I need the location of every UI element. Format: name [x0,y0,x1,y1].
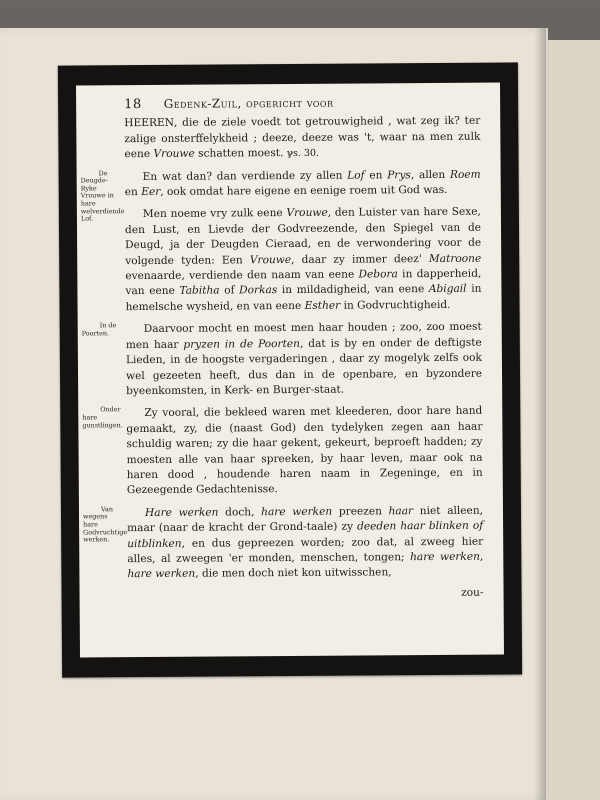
text-run: , [479,550,484,563]
text-run: preezen [332,505,389,518]
text-run: , den Luister van hare Sexe, den Lust, en Lievde der Godvreezende, den Spiegel van de Deugd, ja der Deugden Cieraad, en de verwondering voor de volgende tyden: Een [124,206,482,267]
italic-text: haar [388,504,414,518]
italic-text: Abigail [428,283,467,296]
text-run: in hemelsche wysheid, en van eene [125,283,482,314]
margin-note: De Deugde-Ryke Vrouwe in hare welverdiende Lof. [80,168,125,223]
italic-text: Lof [347,169,365,182]
italic-text: Vrouwe [153,147,195,161]
running-title: Gedenk-Zuil, opgericht voor [163,95,334,111]
margin-note: In de Poorten. [81,321,117,338]
italic-text: deeden haar blinken of uitblinken [127,519,484,550]
text-run: of [219,284,240,297]
page-text-area [76,83,504,658]
text-run: , die men doch niet kon uitwisschen, [195,566,392,581]
page-number: 18 [124,97,142,113]
facing-page [540,40,600,800]
paragraph [82,404,483,499]
small-caps-text: HEEREN [124,117,175,130]
italic-text: hare werken [410,550,480,564]
italic-text: Vrouwe [286,207,328,220]
text-run: in mildadigheid, van eene [277,283,429,297]
italic-text: Dorkas [239,284,278,297]
spine-shadow [534,28,546,800]
paragraph [125,205,482,315]
catchword: zou- [461,586,484,599]
text-run: , ook omdat hare eigene en eenige roem uit God was. [160,183,448,198]
text-run: , die de ziele voedt tot getrouwigheid , wat zeg ik? ter zalige onsterffelykheid ; deeze, deeze was 't, waar na men zulk eene [124,115,481,161]
paragraph [82,503,484,583]
margin-note: Van wegens hare Godvruchtige werken. [82,504,128,544]
italic-text: Tabitha [179,284,220,298]
text-run: en [364,168,388,182]
text-run: Men noeme vry zulk eene [142,207,287,221]
text-run: doch, [218,505,262,519]
italic-text: Matroone [428,252,482,265]
body-text [80,114,484,583]
running-head [124,95,480,113]
italic-text: Roem [449,168,481,181]
paragraph [81,320,483,400]
italic-text: Esther [304,299,341,312]
text-run: in Godvruchtigheid. [340,298,451,312]
text-run: Zy vooral, die bekleed waren met kleederen, door hare hand gemaakt, zy, die (naast God) den tydelyken zegen aan haar schuldig waren; zy die haar gekent, gekeurt, beproeft hadden; zy moesten alle van haar spreeken, by haar leven, maar ook na haren dood , houdende haren naam in Zegeninge, en in Gezeegende Gedachtenisse. [126,404,483,497]
text-run: evenaarde, verdiende den naam van eene [125,268,359,283]
text-run: , allen [410,168,451,181]
italic-text: Vrouwe [249,253,292,266]
text-run: en [124,186,142,199]
text-run: , en dus gepreezen worden; zoo dat, al zweeg hier alles, al zweegen 'er monden, menschen, tongen; [127,535,484,566]
text-run: schatten moest. [194,147,287,160]
page-content [80,95,484,604]
text-run: Daarvoor mocht en moest men haar houden ; zoo, zoo moest men haar [125,320,482,351]
italic-text: pryzen in de Poorten [183,337,300,351]
text-run: , dat is by en onder de deftigste Lieden, in de hoogste vergaderingen , daar zy mogelyk zelfs ook wel gezeeten heeft, dus dan in de openbare, en byzondere byeenkomsten, in Kerk- en Burger-staat. [125,336,483,398]
italic-text: Eer [141,185,161,199]
margin-note: Onder hare gunstlingen. [82,405,123,429]
italic-text: Debora [358,268,398,281]
text-run: in dapperheid, van eene [125,267,482,298]
verse-reference: ℽs. 30. [286,148,320,160]
italic-text: Hare werken [144,506,219,519]
italic-text: hare werken [261,505,333,518]
mourning-border [58,62,522,677]
italic-text: Prys [387,168,411,181]
text-run: , daar zy immer deez' [291,252,429,266]
italic-text: hare werken [127,568,196,581]
text-run: niet alleen, maar (naar de kracht der Grond-taale) zy [127,504,484,535]
text-run: En wat dan? dan verdiende zy allen [142,169,348,183]
paragraph [124,114,480,163]
